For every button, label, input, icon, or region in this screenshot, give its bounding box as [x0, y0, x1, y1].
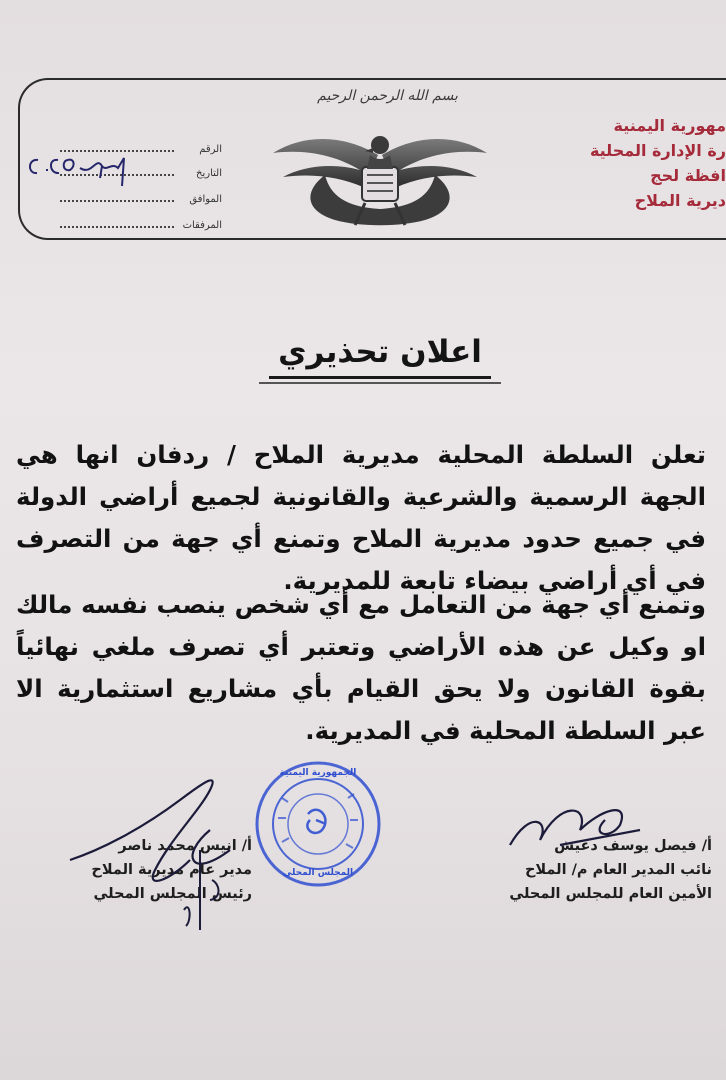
header-republic: مهورية اليمنية — [613, 116, 726, 135]
notice-title — [259, 329, 501, 375]
issuer-block — [586, 113, 726, 213]
header-ministry: رة الإدارة المحلية — [589, 141, 726, 160]
basmala: بسم الله الرحمن الرحيم — [317, 88, 458, 104]
signatory-left-name: أ/ انيس محمد ناصر — [118, 838, 252, 854]
signatory-right-name: أ/ فيصل يوسف دعيش — [554, 838, 712, 854]
field-dots — [60, 226, 174, 228]
title-underline-secondary — [259, 382, 501, 384]
field-number — [30, 138, 222, 156]
title-underline — [269, 376, 491, 379]
field-label: الموافق — [189, 194, 222, 205]
field-hijri-date — [30, 188, 222, 206]
field-label: التاريخ — [196, 168, 222, 179]
header-governorate: افظة لحج — [650, 166, 726, 185]
notice-title-text: اعلان تحذيري — [278, 334, 482, 370]
header-district: ديرية الملاح — [634, 191, 726, 210]
signatory-right — [482, 834, 712, 906]
signatory-left-title-1: مدير عام مديرية الملاح — [91, 862, 252, 878]
signatory-right-title-2: الأمين العام للمجلس المحلي — [509, 886, 712, 902]
body-paragraph-1: تعلن السلطة المحلية مديرية الملاح / ردفان انها هي الجهة الرسمية والشرعية والقانونية لجميع أراضي الدولة في جميع حدود مديرية الملاح وتمنع أي جهة من التصرف في أي أراضي بيضاء تابعة للمديرية. — [16, 440, 706, 595]
field-label: المرفقات — [182, 220, 222, 231]
signatory-left-title-2: رئيس المجلس المحلي — [93, 886, 252, 902]
field-dots — [60, 200, 174, 202]
republic-eagle-emblem-icon — [265, 115, 495, 233]
field-label: الرقم — [199, 144, 222, 155]
signatory-left — [22, 834, 252, 906]
body-paragraph-2: وتمنع أي جهة من التعامل مع أي شخص ينصب نفسه مالك او وكيل عن هذه الأراضي وتعتبر أي تصرف ملغي نهائياً بقوة القانون ولا يحق القيام بأي مشاريع استثمارية الا عبر السلطة المحلية في المديرية. — [16, 590, 706, 745]
field-dots — [60, 174, 174, 176]
stamp-top-text: الجمهورية اليمنية — [279, 768, 357, 778]
field-attachments — [30, 214, 222, 232]
stamp-bottom-text: المجلس المحلي — [282, 868, 354, 878]
field-dots — [60, 150, 174, 152]
field-date — [30, 162, 222, 180]
signatory-right-title-1: نائب المدير العام م/ الملاح — [524, 862, 712, 878]
